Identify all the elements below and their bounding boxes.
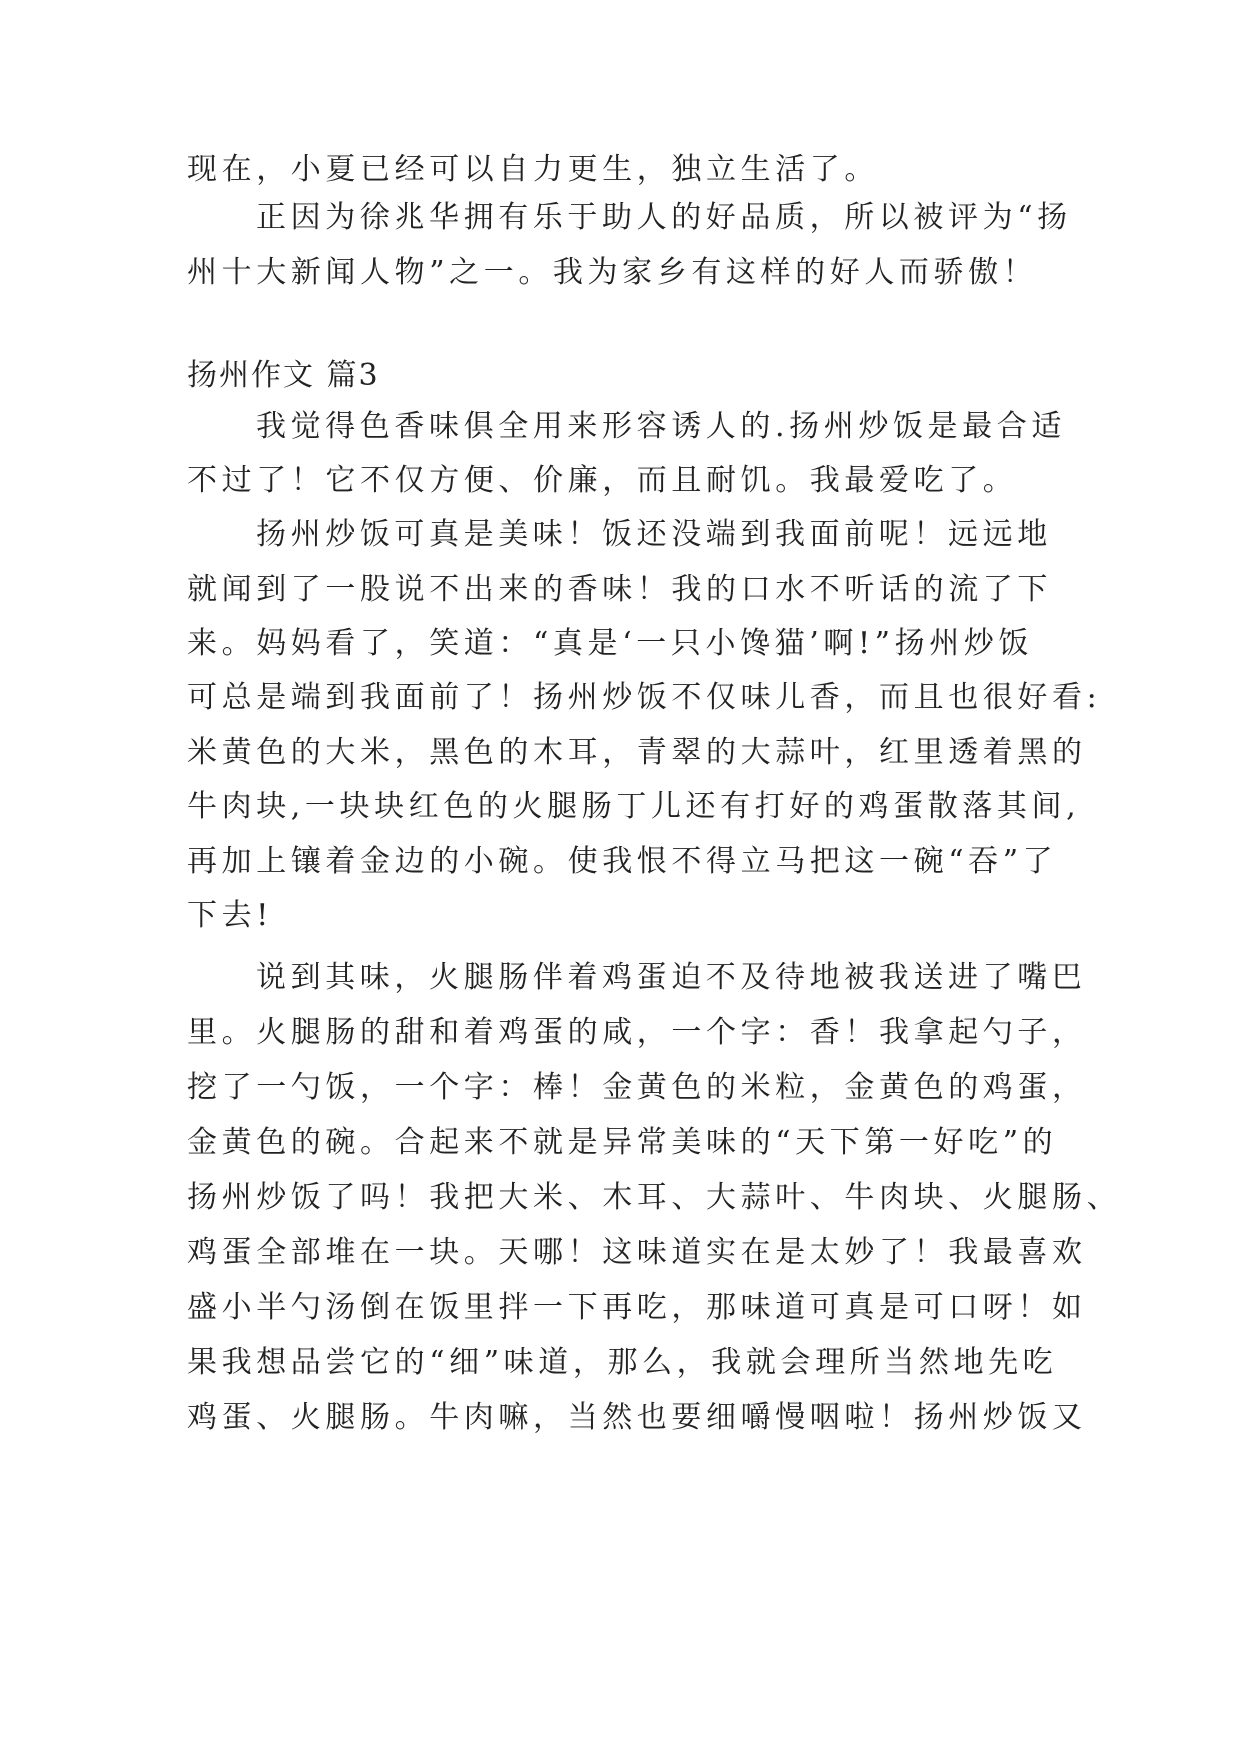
text-line: 挖了一勺饭，一个字：棒！金黄色的米粒，金黄色的鸡蛋，	[187, 1070, 1087, 1105]
text-line: 果我想品尝它的“细”味道，那么，我就会理所当然地先吃	[187, 1345, 1058, 1380]
text-line: 州十大新闻人物”之一。我为家乡有这样的好人而骄傲！	[187, 255, 1038, 290]
text-line: 扬州炒饭了吗！我把大米、木耳、大蒜叶、牛肉块、火腿肠、	[187, 1180, 1122, 1215]
text-line: 牛肉块,一块块红色的火腿肠丁儿还有打好的鸡蛋散落其间,	[187, 789, 1081, 824]
text-line: 现在，小夏已经可以自力更生，独立生活了。	[187, 152, 879, 187]
text-line: 盛小半勺汤倒在饭里拌一下再吃，那味道可真是可口呀！如	[187, 1290, 1087, 1325]
text-line: 就闻到了一股说不出来的香味！我的口水不听话的流了下	[187, 572, 1052, 607]
text-line: 米黄色的大米，黑色的木耳，青翠的大蒜叶，红里透着黑的	[187, 735, 1087, 770]
section-heading: 扬州作文 篇3	[187, 358, 380, 393]
text-line: 再加上镶着金边的小碗。使我恨不得立马把这一碗“吞”了	[187, 844, 1058, 879]
text-line: 下去!	[187, 898, 273, 933]
text-line: 不过了！它不仅方便、价廉，而且耐饥。我最爱吃了。	[187, 463, 1018, 498]
text-line: 扬州炒饭可真是美味！饭还没端到我面前呢！远远地	[256, 517, 1052, 552]
text-line: 里。火腿肠的甜和着鸡蛋的咸，一个字：香！我拿起勺子，	[187, 1015, 1087, 1050]
text-line: 说到其味，火腿肠伴着鸡蛋迫不及待地被我送进了嘴巴	[256, 960, 1087, 995]
text-line: 金黄色的碗。合起来不就是异常美味的“天下第一好吃”的	[187, 1125, 1058, 1160]
text-line: 可总是端到我面前了！扬州炒饭不仅味儿香，而且也很好看:	[187, 680, 1102, 715]
text-line: 鸡蛋、火腿肠。牛肉嘛，当然也要细嚼慢咽啦！扬州炒饭又	[187, 1400, 1087, 1435]
text-line: 正因为徐兆华拥有乐于助人的好品质，所以被评为“扬	[256, 200, 1072, 235]
text-line: 来。妈妈看了，笑道：“真是‘一只小馋猫’啊!”扬州炒饭	[187, 626, 1034, 661]
text-line: 鸡蛋全部堆在一块。天哪！这味道实在是太妙了！我最喜欢	[187, 1235, 1087, 1270]
text-line: 我觉得色香味俱全用来形容诱人的.扬州炒饭是最合适	[256, 409, 1066, 444]
